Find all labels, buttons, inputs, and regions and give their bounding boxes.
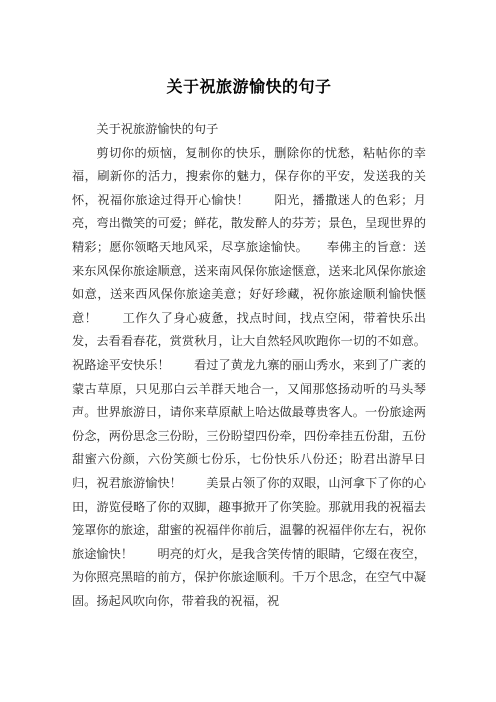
document-subtitle: 关于祝旅游愉快的句子 xyxy=(96,122,219,136)
body-paragraph: 剪切你的烦恼，复制你的快乐，删除你的忧愁，粘帖你的幸福，刷新你的活力，搜索你的魅力，保存你的平安，发送我的关怀，祝福你旅途过得开心愉快！ 阳光，播撒迷人的色彩；月亮，弯出微笑的可爱；鲜花，散发醉人的芬芳；景色，呈现世界的精彩；愿你领略天地风采，尽享旅途愉快。 奉佛主的旨意：送来东风保你旅途顺意，送来南风保你旅途惬意，送来北风保你旅途如意，送来西风保你旅途美意；好好珍藏，祝你旅途顺利愉快惬意！ 工作久了身心疲惫，找点时间，找点空闲，带着快乐出发，去看看春花，赏赏秋月，让大自然轻风吹跑你一切的不如意。祝路途平安快乐！ 看过了黄龙九寨的丽山秀水，来到了广袤的蒙古草原，只见那白云羊群天地合一，又闻那悠扬动听的马头琴声。世界旅游日，请你来草原献上哈达做最尊贵客人。一份旅途两份念，两份思念三份盼，三份盼望四份牵，四份牵挂五份甜，五份甜蜜六份颜，六份笑颜七份乐，七份快乐八份还；盼君出游早日归，祝君旅游愉快！ 美景占领了你的双眼，山河拿下了你的心田，游览侵略了你的双脚，趣事掀开了你笑脸。那就用我的祝福去笼罩你的旅途，甜蜜的祝福伴你前后，温馨的祝福伴你左右，祝你旅途愉快！ 明亮的灯火，是我含笑传情的眼睛，它缀在夜空，为你照亮黑暗的前方，保护你旅途顺利。千万个思念，在空气中凝固。扬起风吹向你，带着我的祝福，祝 xyxy=(72,145,426,608)
document-body xyxy=(72,118,426,613)
document-title: 关于祝旅游愉快的句子 xyxy=(166,77,332,96)
